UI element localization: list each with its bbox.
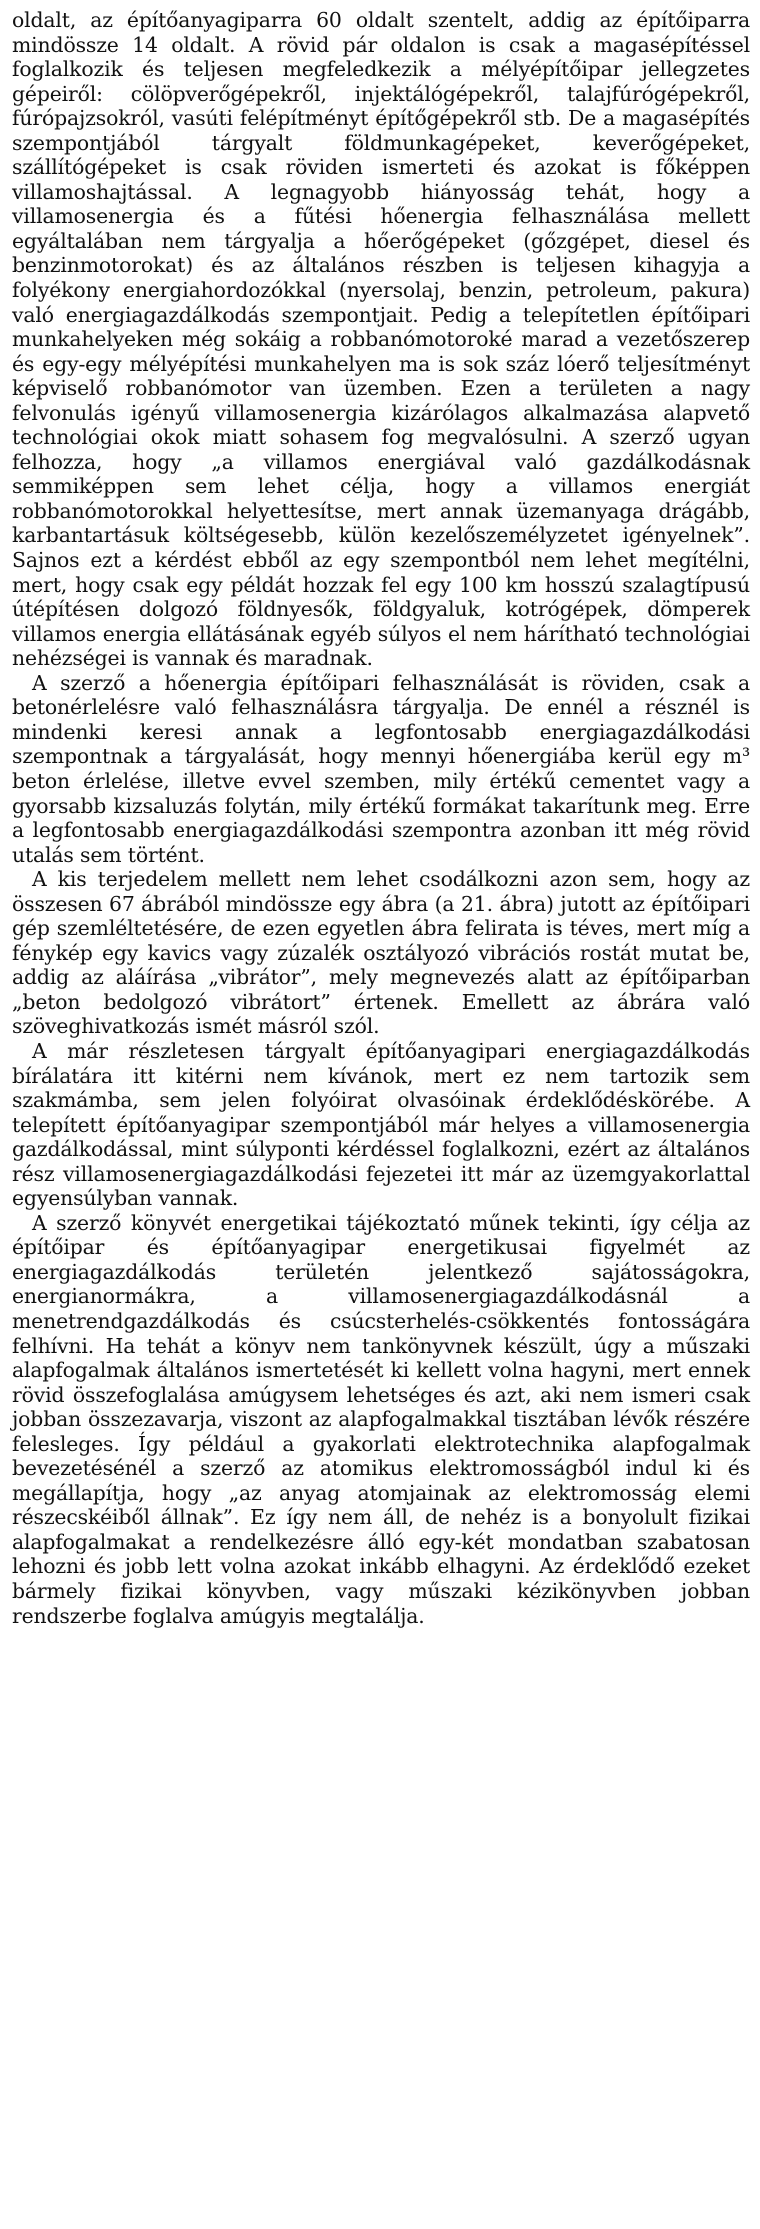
paragraph-5: A szerző könyvét energetikai tájékoztató műnek tekinti, így célja az építőipar és építőanyagipar energetikusai figyelmét az energiagazdálkodás területén jelentkező sajátosságokra, energianormákra, a villamosenergiagazdálkodásnál a menetrendgazdálkodás és csúcsterhelés-csökkentés fontosságára felhívni. Ha tehát a könyv nem tankönyvnek készült, úgy a műszaki alapfogalmak általános ismertetését ki kellett volna hagyni, mert ennek rövid összefoglalása amúgysem lehetséges és azt, aki nem ismeri csak jobban összezavarja, viszont az alapfogalmakkal tisztában lévők részére felesleges. Így például a gyakorlati elektrotechnika alapfogalmak bevezetésénél a szerző az atomikus elektromosságból indul ki és megállapítja, hogy „az anyag atomjainak az elektromosság elemi részecskéiből állnak”. Ez így nem áll, de nehéz is a bonyolult fizikai alapfogalmakat a rendelkezésre álló egy-két mondatban szabatosan lehozni és jobb lett volna azokat inkább elhagyni. Az érdeklődő ezeket bármely fizikai könyvben, vagy műszaki kézikönyvben jobban rendszerbe foglalva amúgyis megtalálja. <box>12 1210 750 1628</box>
paragraph-4: A már részletesen tárgyalt építőanyagipari energiagazdálkodás bírálatára itt kitérni nem kívánok, mert ez nem tartozik sem szakmámba, sem jelen folyóirat olvasóinak érdeklődéskörébe. A telepített építőanyagipar szempontjából már helyes a villamosenergia gazdálkodással, mint súlyponti kérdéssel foglalkozni, ezért az általános rész villamosenergiagazdálkodási fejezetei itt már az üzemgyakorlattal egyensúlyban vannak. <box>12 1038 750 1211</box>
paragraph-2: A szerző a hőenergia építőipari felhasználását is röviden, csak a betonérlelésre való felhasználásra tárgyalja. De ennél a résznél is mindenki keresi annak a legfontosabb energiagazdálkodási szempontnak a tárgyalását, hogy mennyi hőenergiába kerül egy m³ beton érlelése, illetve evvel szemben, mily értékű cementet vagy a gyorsabb kizsaluzás folytán, mily értékű formákat takarítunk meg. Erre a legfontosabb energiagazdálkodási szempontra azonban itt még rövid utalás sem történt. <box>12 670 750 867</box>
paragraph-1: oldalt, az építőanyagiparra 60 oldalt szentelt, addig az építőiparra mindössze 14 oldalt. A rövid pár oldalon is csak a magasépítéssel foglalkozik és teljesen megfeledkezik a mélyépítőipar jellegzetes gépeiről: cölöpverőgépekről, injektálógépekről, talajfúrógépekről, fúrópajzsokról, vasúti felépítményt építőgépekről stb. De a magasépítés szempontjából tárgyalt földmunkagépeket, keverőgépeket, szállítógépeket is csak röviden ismerteti és azokat is főképpen villamoshajtással. A legnagyobb hiányosság tehát, hogy a villamosenergia és a fűtési hőenergia felhasználása mellett egyáltalában nem tárgyalja a hőerőgépeket (gőzgépet, diesel és benzinmotorokat) és az általános részben is teljesen kihagyja a folyékony energiahordozókkal (nyersolaj, benzin, petroleum, pakura) való energiagazdálkodás szempontjait. Pedig a telepítetlen építőipari munkahelyeken még sokáig a robbanómotoroké marad a vezetőszerep és egy-egy mélyépítési munkahelyen ma is sok száz lóerő teljesítményt képviselő robbanómotor van üzemben. Ezen a területen a nagy felvonulás igényű villamosenergia kizárólagos alkalmazása alapvető technológiai okok miatt sohasem fog megvalósulni. A szerző ugyan felhozza, hogy „a villamos energiával való gazdálkodásnak semmiképpen sem lehet célja, hogy a villamos energiát robbanómotorokkal helyettesítse, mert annak üzemanyaga drágább, karbantartásuk költségesebb, külön kezelőszemélyzetet igényelnek”. Sajnos ezt a kérdést ebből az egy szempontból nem lehet megítélni, mert, hogy csak egy példát hozzak fel egy 100 km hosszú szalagtípusú útépítésen dolgozó földnyesők, földgyaluk, kotrógépek, dömperek villamos energia ellátásának egyéb súlyos el nem hárítható technológiai nehézségei is vannak és maradnak. <box>12 8 750 671</box>
paragraph-3: A kis terjedelem mellett nem lehet csodálkozni azon sem, hogy az összesen 67 ábrából mindössze egy ábra (a 21. ábra) jutott az építőipari gép szemléltetésére, de ezen egyetlen ábra felirata is téves, mert míg a fénykép egy kavics vagy zúzalék osztályozó vibrációs rostát mutat be, addig az aláírása „vibrátor”, mely megnevezés alatt az építőiparban „beton bedolgozó vibrátort” értenek. Emellett az ábrára való szöveghivatkozás ismét másról szól. <box>12 867 750 1039</box>
